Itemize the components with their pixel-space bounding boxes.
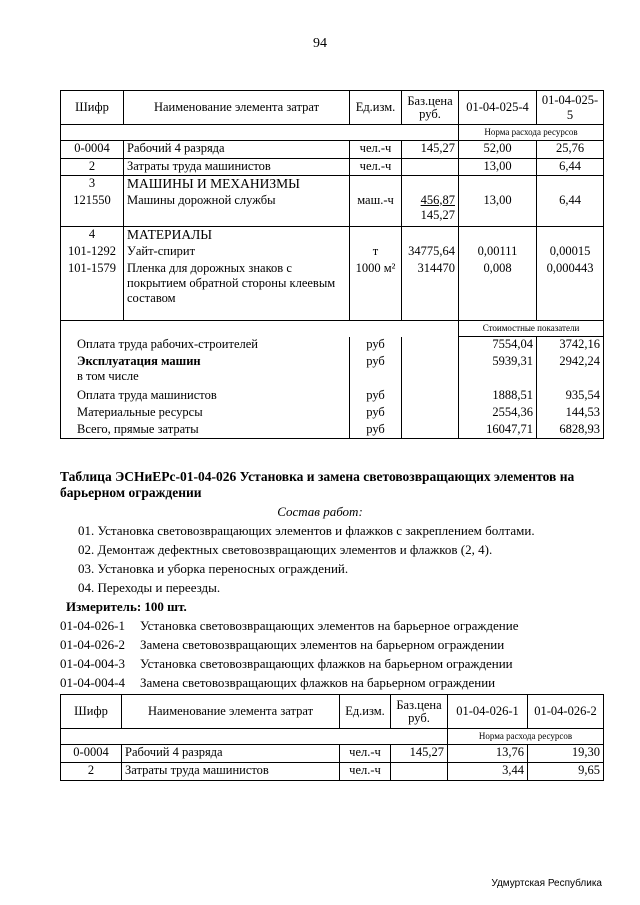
cost-value-a: 2554,36 — [459, 405, 537, 422]
cost-name: Материальные ресурсы — [61, 405, 350, 422]
header-unit: Ед.изм. — [350, 91, 402, 125]
section-norm-label: Норма расхода ресурсов — [459, 125, 604, 141]
cost-value-b: 6828,93 — [537, 422, 604, 439]
row-value-a: 13,00 — [459, 193, 537, 227]
row-name: Рабочий 4 разряда — [124, 141, 350, 159]
row-value-b: 6,44 — [537, 193, 604, 227]
row-name: Рабочий 4 разряда — [122, 745, 340, 763]
header-price: Баз.цена руб. — [402, 91, 459, 125]
row-code: 101-1292 — [61, 244, 124, 261]
row-name: Уайт-спирит — [124, 244, 350, 261]
group-title: МАШИНЫ И МЕХАНИЗМЫ — [124, 176, 350, 193]
row-price-bottom: 145,27 — [420, 207, 455, 222]
group-title: МАТЕРИАЛЫ — [124, 227, 350, 244]
section-norm-label: Норма расхода ресурсов — [448, 729, 604, 745]
cost-subnote: в том числе — [77, 368, 139, 383]
group-code: 4 — [61, 227, 124, 244]
item-code: 01-04-004-3 — [60, 656, 125, 671]
work-item: 02. Демонтаж дефектных световозвращающих элементов и флажков (2, 4). — [78, 542, 493, 557]
works-title: Состав работ: — [277, 504, 363, 519]
row-unit: 1000 м² — [350, 261, 402, 321]
table-title: Таблица ЭСНиЕРс-01-04-026 Установка и замена световозвращающих элементов на барьерном ограждении — [60, 469, 575, 500]
header-name: Наименование элемента затрат — [124, 91, 350, 125]
item-text: Замена световозвращающих флажков на барьерном ограждении — [140, 675, 496, 690]
row-unit: чел.-ч — [340, 763, 391, 781]
cost-unit: руб — [350, 354, 402, 388]
row-name: Пленка для дорожных знаков с покрытием обратной стороны клеевым составом — [124, 261, 350, 321]
header-unit: Ед.изм. — [340, 695, 391, 729]
cost-value-b: 935,54 — [537, 388, 604, 405]
row-unit: чел.-ч — [350, 141, 402, 159]
row-code: 2 — [61, 763, 122, 781]
row-value-a: 3,44 — [448, 763, 528, 781]
cost-unit: руб — [350, 388, 402, 405]
item-text: Замена световозвращающих элементов на барьерном ограждении — [140, 637, 505, 652]
header-col-b: 01-04-025-5 — [537, 91, 604, 125]
cost-value-b: 3742,16 — [537, 337, 604, 354]
row-name: Машины дорожной службы — [124, 193, 350, 227]
row-price-top: 456,87 — [420, 192, 455, 207]
header-col-a: 01-04-025-4 — [459, 91, 537, 125]
row-unit: чел.-ч — [340, 745, 391, 763]
row-value-a: 0,008 — [459, 261, 537, 321]
item-code: 01-04-026-1 — [60, 618, 125, 633]
row-price: 314470 — [402, 261, 459, 321]
row-code: 121550 — [61, 193, 124, 227]
resource-table-2 — [60, 694, 604, 781]
row-value-b: 19,30 — [528, 745, 604, 763]
row-unit: т — [350, 244, 402, 261]
item-text: Установка световозвращающих элементов на барьерное ограждение — [140, 618, 519, 633]
cost-value-a: 7554,04 — [459, 337, 537, 354]
group-code: 3 — [61, 176, 124, 193]
row-value-a: 0,00111 — [459, 244, 537, 261]
row-code: 0-0004 — [61, 745, 122, 763]
cost-value-a: 16047,71 — [459, 422, 537, 439]
row-unit: маш.-ч — [350, 193, 402, 227]
header-code: Шифр — [61, 695, 122, 729]
row-code: 2 — [61, 159, 124, 176]
row-value-a: 13,76 — [448, 745, 528, 763]
row-price: 145,27 — [391, 745, 448, 763]
header-col-b: 01-04-026-2 — [528, 695, 604, 729]
cost-value-a: 5939,31 — [459, 354, 537, 388]
item-code: 01-04-004-4 — [60, 675, 125, 690]
row-code: 101-1579 — [61, 261, 124, 321]
work-item: 03. Установка и уборка переносных ограждений. — [78, 561, 349, 576]
header-price: Баз.цена руб. — [391, 695, 448, 729]
cost-value-b: 2942,24 — [537, 354, 604, 388]
cost-name: Оплата труда машинистов — [61, 388, 350, 405]
cost-name: Эксплуатация машин — [77, 353, 201, 368]
meter-label: Измеритель: 100 шт. — [66, 599, 187, 614]
item-text: Установка световозвращающих флажков на барьерном ограждении — [140, 656, 513, 671]
cost-unit: руб — [350, 337, 402, 354]
item-code: 01-04-026-2 — [60, 637, 125, 652]
row-value-b: 0,00015 — [537, 244, 604, 261]
work-item: 04. Переходы и переезды. — [78, 580, 221, 595]
row-name: Затраты труда машинистов — [124, 159, 350, 176]
resource-table-1 — [60, 90, 604, 439]
row-unit: чел.-ч — [350, 159, 402, 176]
work-item: 01. Установка световозвращающих элементов и флажков с закреплением болтами. — [78, 523, 535, 538]
row-price: 145,27 — [402, 141, 459, 159]
cost-value-a: 1888,51 — [459, 388, 537, 405]
header-name: Наименование элемента затрат — [122, 695, 340, 729]
cost-value-b: 144,53 — [537, 405, 604, 422]
row-value-b: 0,000443 — [537, 261, 604, 321]
section-cost-label: Стоимостные показатели — [459, 321, 604, 337]
row-price: 34775,64 — [402, 244, 459, 261]
cost-unit: руб — [350, 405, 402, 422]
header-col-a: 01-04-026-1 — [448, 695, 528, 729]
row-code: 0-0004 — [61, 141, 124, 159]
row-value-b: 9,65 — [528, 763, 604, 781]
row-value-b: 25,76 — [537, 141, 604, 159]
footer-region: Удмуртская Республика — [491, 878, 602, 889]
page-number: 94 — [313, 36, 327, 51]
cost-name: Всего, прямые затраты — [61, 422, 350, 439]
row-name: Затраты труда машинистов — [122, 763, 340, 781]
row-value-b: 6,44 — [537, 159, 604, 176]
row-value-a: 13,00 — [459, 159, 537, 176]
cost-name: Оплата труда рабочих-строителей — [61, 337, 350, 354]
header-code: Шифр — [61, 91, 124, 125]
row-value-a: 52,00 — [459, 141, 537, 159]
cost-unit: руб — [350, 422, 402, 439]
